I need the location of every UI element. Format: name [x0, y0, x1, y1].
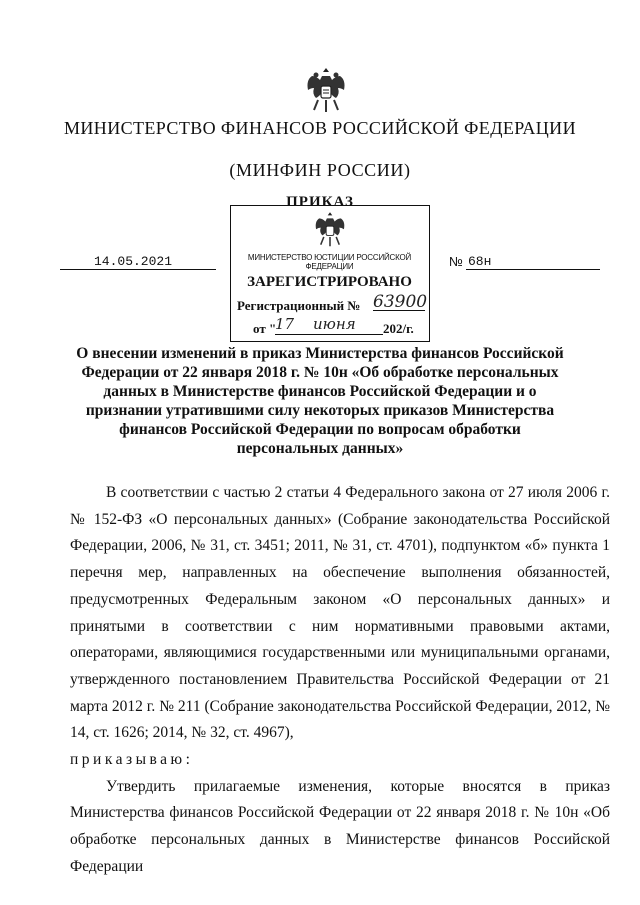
body-paragraph-1: В соответствии с частью 2 статьи 4 Федерального закона от 27 июля 2006 г. № 152-ФЗ «О персональных данных» (Собрание законодательства Российской Федерации, 2006, № 31, ст. 3451; 2011, № 31, ст. 4701), подпунктом «б» пункта 1 перечня мер, направленных на обеспечение выполнения обязанностей, предусмотренных Федеральным законом «О персональных данных» и принятыми в соответствии с ним нормативными правовыми актами, операторами, являющимися государственными или муниципальными органами, утвержденного постановлением Правительства Российской Федерации от 21 марта 2012 г. № 211 (Собрание законодательства Российской Федерации, 2012, № 14, ст. 1626; 2014, № 32, ст. 4967), — [70, 484, 610, 742]
ministry-name: МИНИСТЕРСТВО ФИНАНСОВ РОССИЙСКОЙ ФЕДЕРАЦИИ — [64, 118, 576, 138]
stamp-year: 202/г. — [383, 321, 414, 336]
body-paragraph — [70, 774, 610, 881]
order-word: приказываю: — [70, 751, 194, 769]
order-date: 14.05.2021 — [60, 254, 216, 270]
stamp-month: июня — [313, 315, 356, 333]
body-paragraph-2: Утвердить прилагаемые изменения, которые вносятся в приказ Министерства финансов Российской Федерации от 22 января 2018 г. № 10н «Об обработке персональных данных в Министерстве финансов Российской Федерации — [70, 777, 610, 875]
stamp-registration-number: 63900 — [373, 292, 428, 312]
stamp-registration-label: Регистрационный № — [237, 298, 361, 313]
stamp-date-underline — [275, 334, 383, 335]
stamp-registered-label: ЗАРЕГИСТРИРОВАНО — [247, 274, 412, 290]
ministry-short-name: (МИНФИН РОССИИ) — [229, 160, 411, 180]
coat-of-arms-icon — [304, 66, 348, 116]
document-body — [70, 480, 610, 881]
coat-of-arms-icon — [313, 210, 347, 250]
stamp-ministry: МИНИСТЕРСТВО ЮСТИЦИИ РОССИЙСКОЙ ФЕДЕРАЦИИ — [247, 253, 412, 271]
order-title: ПРИКАЗ — [286, 194, 354, 210]
body-paragraph — [70, 480, 610, 747]
document-heading: О внесении изменений в приказ Министерства финансов Российской Федерации от 22 января 2018 г. № 10н «Об обработке персональных данных в Министерстве финансов Российской Федерации и о признании утратившими силу некоторых приказов Министерства финансов Российской Федерации по вопросам обработки персональных данных» — [76, 345, 564, 457]
order-number-label: № — [449, 254, 463, 269]
order-number: 68н — [466, 254, 600, 270]
stamp-day: 17 — [275, 315, 295, 333]
stamp-from-label: от " — [253, 321, 277, 336]
registration-stamp — [230, 205, 430, 342]
